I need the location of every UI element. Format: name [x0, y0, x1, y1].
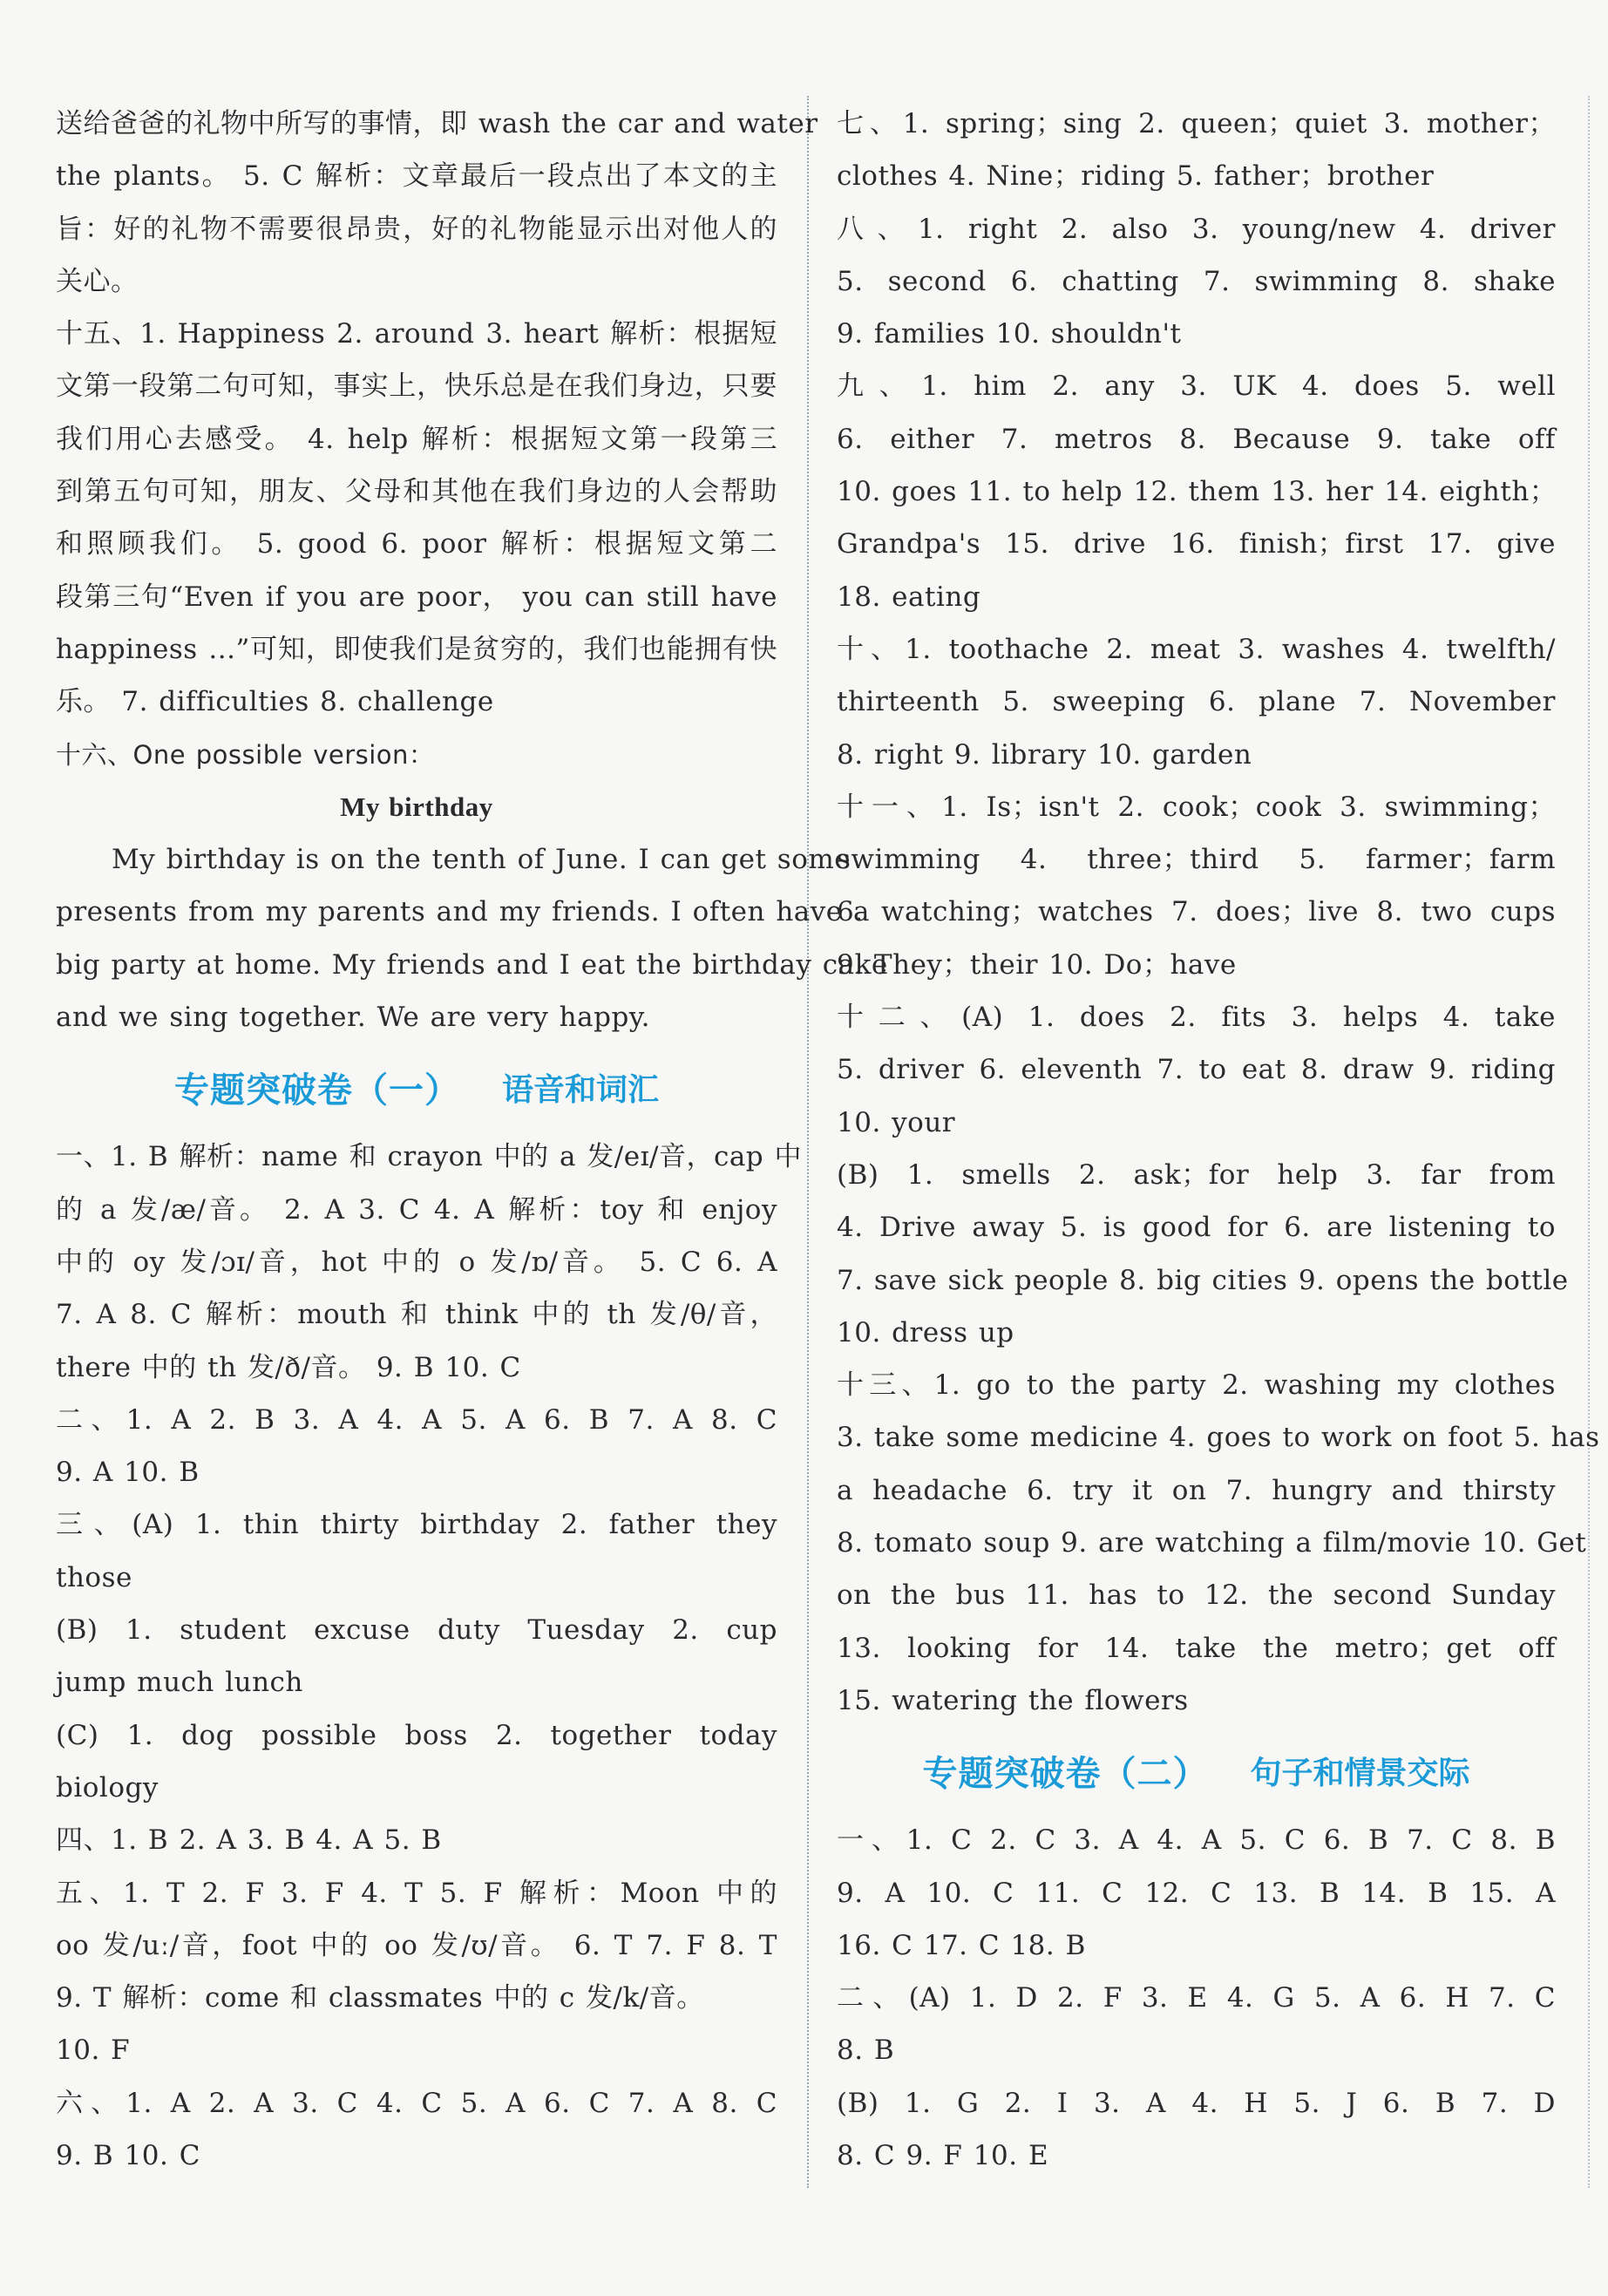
answer-line: happiness ...”可知，即使我们是贫穷的，我们也能拥有快 — [56, 633, 777, 665]
answer-line: 十、1. toothache 2. meat 3. washes 4. twelfth/ — [837, 633, 1556, 665]
essay-line: and we sing together. We are very happy. — [56, 1002, 651, 1034]
answer-line: 9. families 10. shouldn't — [837, 318, 1182, 350]
answer-line: 8. right 9. library 10. garden — [837, 738, 1252, 771]
section-title: 专题突破卷（二） — [922, 1753, 1209, 1794]
answer-line: 五、1. T 2. F 3. F 4. T 5. F 解析：Moon 中的 — [56, 1877, 777, 1909]
answer-line: 4. Drive away 5. is good for 6. are listening to — [837, 1212, 1556, 1244]
answer-line: 18. eating — [837, 581, 981, 613]
answer-line: thirteenth 5. sweeping 6. plane 7. November — [837, 686, 1556, 718]
answer-line: 十一、1. Is；isn't 2. cook；cook 3. swimming； — [837, 791, 1556, 823]
answer-line: oo 发/uː/音，foot 中的 oo 发/ʊ/音。 6. T 7. F 8. T — [56, 1929, 777, 1961]
answer-line: 7. A 8. C 解析：mouth 和 think 中的 th 发/θ/音， — [56, 1299, 777, 1331]
answer-line: 段第三句“Even if you are poor， you can still have — [56, 581, 777, 613]
answer-line: 七、1. spring；sing 2. queen；quiet 3. mother； — [837, 108, 1556, 139]
section-subtitle: 语音和词汇 — [501, 1071, 659, 1108]
answer-line: 9. They；their 10. Do；have — [837, 948, 1237, 981]
essay-line: My birthday is on the tenth of June. I can get some — [112, 844, 851, 876]
answer-line: 中的 oy 发/ɔɪ/音，hot 中的 o 发/ɒ/音。 5. C 6. A — [56, 1246, 777, 1278]
answer-line: 15. watering the flowers — [837, 1684, 1189, 1716]
answer-line: 我们用心去感受。 4. help 解析：根据短文第一段第三 — [56, 423, 777, 455]
section-heading-2 — [837, 1727, 1556, 1814]
answer-line: 9. B 10. C — [56, 2139, 200, 2171]
section-heading-1 — [56, 1043, 777, 1131]
answer-line: 8. tomato soup 9. are watching a film/movie 10. Get — [837, 1527, 1587, 1559]
answer-line: 六、1. A 2. A 3. C 4. C 5. A 6. C 7. A 8. C — [56, 2087, 777, 2119]
answer-line: 文第一段第二句可知，事实上，快乐总是在我们身边，只要 — [56, 370, 777, 403]
answer-line: 十五、1. Happiness 2. around 3. heart 解析：根据短 — [56, 318, 777, 350]
essay-intro: 十六、One possible version： — [56, 739, 435, 770]
right-column — [837, 98, 1600, 2209]
answer-line: 6. watching；watches 7. does；live 8. two cups — [837, 896, 1556, 928]
answer-line: (B) 1. student excuse duty Tuesday 2. cup — [56, 1614, 777, 1647]
answer-line: 13. looking for 14. take the metro；get off — [837, 1632, 1556, 1664]
answer-line: a headache 6. try it on 7. hungry and thirsty — [837, 1474, 1556, 1506]
answer-line: 6. either 7. metros 8. Because 9. take off — [837, 423, 1556, 455]
answer-line: 三、(A) 1. thin thirty birthday 2. father they — [56, 1509, 777, 1541]
answer-line: 关心。 — [56, 265, 139, 297]
answer-line: 送给爸爸的礼物中所写的事情，即 wash the car and water — [56, 108, 818, 139]
answer-line: biology — [56, 1771, 159, 1804]
answer-line: 7. save sick people 8. big cities 9. opens the bottle — [837, 1264, 1569, 1296]
essay-line: big party at home. My friends and I eat the birthday cake — [56, 948, 888, 981]
essay-title: My birthday — [340, 791, 493, 822]
answer-line: 5. second 6. chatting 7. swimming 8. shake — [837, 265, 1556, 297]
answer-line: clothes 4. Nine；riding 5. father；brother — [837, 160, 1435, 193]
answer-line: 8. B — [837, 2034, 895, 2067]
answer-line: 9. T 解析：come 和 classmates 中的 c 发/k/音。 — [56, 1982, 704, 2014]
answer-line: 二、1. A 2. B 3. A 4. A 5. A 6. B 7. A 8. C — [56, 1403, 777, 1436]
answer-line: 十三、1. go to the party 2. washing my clothes — [837, 1369, 1556, 1402]
answer-line: 四、1. B 2. A 3. B 4. A 5. B — [56, 1824, 442, 1857]
essay-line: presents from my parents and my friends. I often have a — [56, 896, 870, 928]
answer-line: 九、1. him 2. any 3. UK 4. does 5. well — [837, 370, 1556, 403]
answer-line: (B) 1. G 2. I 3. A 4. H 5. J 6. B 7. D — [837, 2087, 1556, 2119]
answer-line: Grandpa's 15. drive 16. finish；first 17. give — [837, 528, 1556, 560]
section-subtitle: 句子和情景交际 — [1250, 1755, 1470, 1791]
answer-line: jump much lunch — [56, 1667, 303, 1699]
column-divider — [807, 96, 809, 2188]
answer-line: 旨：好的礼物不需要很昂贵，好的礼物能显示出对他人的 — [56, 213, 777, 245]
answer-line: 3. take some medicine 4. goes to work on foot 5. has — [837, 1422, 1600, 1454]
answer-line: 10. goes 11. to help 12. them 13. her 14. eighth； — [837, 476, 1557, 508]
answer-line: on the bus 11. has to 12. the second Sunday — [837, 1579, 1556, 1612]
answer-line: 一、1. B 解析：name 和 crayon 中的 a 发/eɪ/音，cap 中 — [56, 1141, 803, 1173]
answer-line: 到第五句可知，朋友、父母和其他在我们身边的人会帮助 — [56, 476, 777, 508]
answer-line: 八、1. right 2. also 3. young/new 4. driver — [837, 213, 1556, 245]
answer-line: 的 a 发/æ/音。 2. A 3. C 4. A 解析：toy 和 enjoy — [56, 1193, 777, 1226]
answer-line: 一、1. C 2. C 3. A 4. A 5. C 6. B 7. C 8. B — [837, 1824, 1556, 1857]
answer-line: 9. A 10. C 11. C 12. C 13. B 14. B 15. A — [837, 1877, 1556, 1909]
answer-line: 二、(A) 1. D 2. F 3. E 4. G 5. A 6. H 7. C — [837, 1982, 1556, 2014]
answer-line: (B) 1. smells 2. ask；for help 3. far from — [837, 1158, 1556, 1191]
answer-line: 10. your — [837, 1106, 956, 1138]
answer-line: 10. dress up — [837, 1316, 1014, 1348]
answer-line: 8. C 9. F 10. E — [837, 2139, 1049, 2171]
page-edge-rule — [1588, 96, 1590, 2188]
answer-line: 乐。 7. difficulties 8. challenge — [56, 686, 494, 718]
answer-line: (C) 1. dog possible boss 2. together today — [56, 1719, 777, 1751]
answer-line: 16. C 17. C 18. B — [837, 1929, 1086, 1961]
answer-line: swimming 4. three；third 5. farmer；farm — [837, 844, 1556, 876]
answer-line: the plants。 5. C 解析：文章最后一段点出了本文的主 — [56, 160, 777, 193]
answer-line: 9. A 10. B — [56, 1457, 200, 1489]
answer-line: 和照顾我们。 5. good 6. poor 解析：根据短文第二 — [56, 528, 777, 560]
answer-line: 十二、(A) 1. does 2. fits 3. helps 4. take — [837, 1002, 1556, 1034]
answer-line: 10. F — [56, 2034, 131, 2067]
answer-line: those — [56, 1561, 132, 1593]
answer-line: 5. driver 6. eleventh 7. to eat 8. draw 9. riding — [837, 1054, 1556, 1086]
section-title: 专题突破卷（一） — [173, 1070, 460, 1111]
answer-line: there 中的 th 发/ð/音。 9. B 10. C — [56, 1351, 521, 1383]
